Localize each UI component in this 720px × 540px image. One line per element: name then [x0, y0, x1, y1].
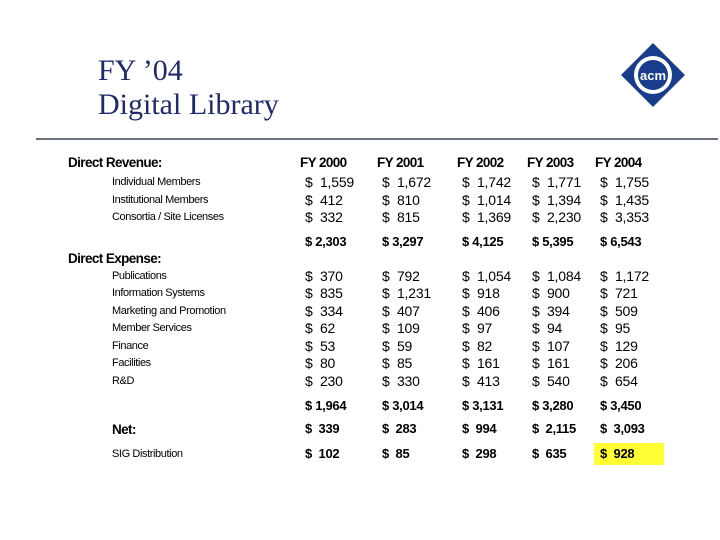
row-label: Finance	[112, 340, 149, 352]
sig-label: SIG Distribution	[112, 448, 183, 460]
column-header: FY 2002	[457, 155, 504, 170]
table-cell: $ 53	[305, 338, 336, 354]
row-label: R&D	[112, 375, 135, 387]
row-label: Facilities	[112, 357, 151, 369]
sig-cell: $ 298	[462, 446, 497, 461]
net-label: Net:	[112, 422, 136, 437]
table-cell: $ 1,435	[600, 192, 649, 208]
table-cell: $ 59	[382, 338, 413, 354]
table-cell: $ 900	[532, 285, 570, 301]
table-cell: $ 1,014	[462, 192, 511, 208]
table-cell: $ 206	[600, 355, 638, 371]
table-cell: $ 394	[532, 303, 570, 319]
net-cell: $ 994	[462, 421, 497, 436]
table-cell: $ 1,084	[532, 268, 581, 284]
table-cell: $ 1,559	[305, 174, 354, 190]
column-header: FY 2001	[377, 155, 424, 170]
table-cell: $ 161	[532, 355, 570, 371]
sig-cell: $ 85	[382, 446, 410, 461]
table-cell: $ 1,742	[462, 174, 511, 190]
table-cell: $ 1,771	[532, 174, 581, 190]
table-cell: $ 1,755	[600, 174, 649, 190]
table-cell: $ 792	[382, 268, 420, 284]
table-cell: $ 1,672	[382, 174, 431, 190]
revenue-total: $ 2,303	[305, 234, 347, 249]
table-cell: $ 129	[600, 338, 638, 354]
table-cell: $ 509	[600, 303, 638, 319]
expense-total: $ 3,450	[600, 398, 642, 413]
acm-logo-text: acm	[639, 68, 667, 83]
table-cell: $ 334	[305, 303, 343, 319]
table-cell: $ 540	[532, 373, 570, 389]
table-cell: $ 82	[462, 338, 493, 354]
row-label: Marketing and Promotion	[112, 305, 226, 317]
net-cell: $ 283	[382, 421, 417, 436]
title-line-2: Digital Library	[98, 88, 279, 121]
table-cell: $ 654	[600, 373, 638, 389]
table-cell: $ 918	[462, 285, 500, 301]
expense-total: $ 1,964	[305, 398, 347, 413]
table-cell: $ 230	[305, 373, 343, 389]
table-cell: $ 412	[305, 192, 343, 208]
row-label: Member Services	[112, 322, 192, 334]
table-cell: $ 1,172	[600, 268, 649, 284]
table-cell: $ 85	[382, 355, 413, 371]
table-cell: $ 80	[305, 355, 336, 371]
table-cell: $ 810	[382, 192, 420, 208]
table-cell: $ 109	[382, 320, 420, 336]
sig-cell: $ 635	[532, 446, 567, 461]
expense-total: $ 3,131	[462, 398, 504, 413]
table-cell: $ 413	[462, 373, 500, 389]
expense-heading: Direct Expense:	[68, 251, 162, 266]
table-cell: $ 330	[382, 373, 420, 389]
revenue-total: $ 4,125	[462, 234, 504, 249]
revenue-heading: Direct Revenue:	[68, 155, 162, 170]
table-cell: $ 1,394	[532, 192, 581, 208]
column-header: FY 2004	[595, 155, 642, 170]
sig-cell: $ 928	[600, 446, 635, 461]
table-cell: $ 107	[532, 338, 570, 354]
table-cell: $ 62	[305, 320, 336, 336]
revenue-total: $ 5,395	[532, 234, 574, 249]
revenue-total: $ 3,297	[382, 234, 424, 249]
table-cell: $ 95	[600, 320, 631, 336]
revenue-total: $ 6,543	[600, 234, 642, 249]
row-label: Information Systems	[112, 287, 205, 299]
table-cell: $ 3,353	[600, 209, 649, 225]
row-label: Publications	[112, 270, 167, 282]
table-cell: $ 332	[305, 209, 343, 225]
row-label: Individual Members	[112, 176, 201, 188]
row-label: Institutional Members	[112, 194, 209, 206]
expense-total: $ 3,014	[382, 398, 424, 413]
table-cell: $ 94	[532, 320, 563, 336]
table-cell: $ 1,231	[382, 285, 431, 301]
column-header: FY 2003	[527, 155, 574, 170]
table-cell: $ 1,369	[462, 209, 511, 225]
table-cell: $ 370	[305, 268, 343, 284]
sig-cell: $ 102	[305, 446, 340, 461]
title-line-1: FY ’04	[98, 54, 183, 87]
column-header: FY 2000	[300, 155, 347, 170]
expense-total: $ 3,280	[532, 398, 574, 413]
table-cell: $ 407	[382, 303, 420, 319]
table-cell: $ 161	[462, 355, 500, 371]
table-cell: $ 815	[382, 209, 420, 225]
table-cell: $ 721	[600, 285, 638, 301]
net-cell: $ 3,093	[600, 421, 645, 436]
table-cell: $ 2,230	[532, 209, 581, 225]
table-cell: $ 406	[462, 303, 500, 319]
table-cell: $ 97	[462, 320, 493, 336]
net-cell: $ 339	[305, 421, 340, 436]
table-cell: $ 835	[305, 285, 343, 301]
net-cell: $ 2,115	[532, 421, 576, 436]
row-label: Consortia / Site Licenses	[112, 211, 224, 223]
table-cell: $ 1,054	[462, 268, 511, 284]
